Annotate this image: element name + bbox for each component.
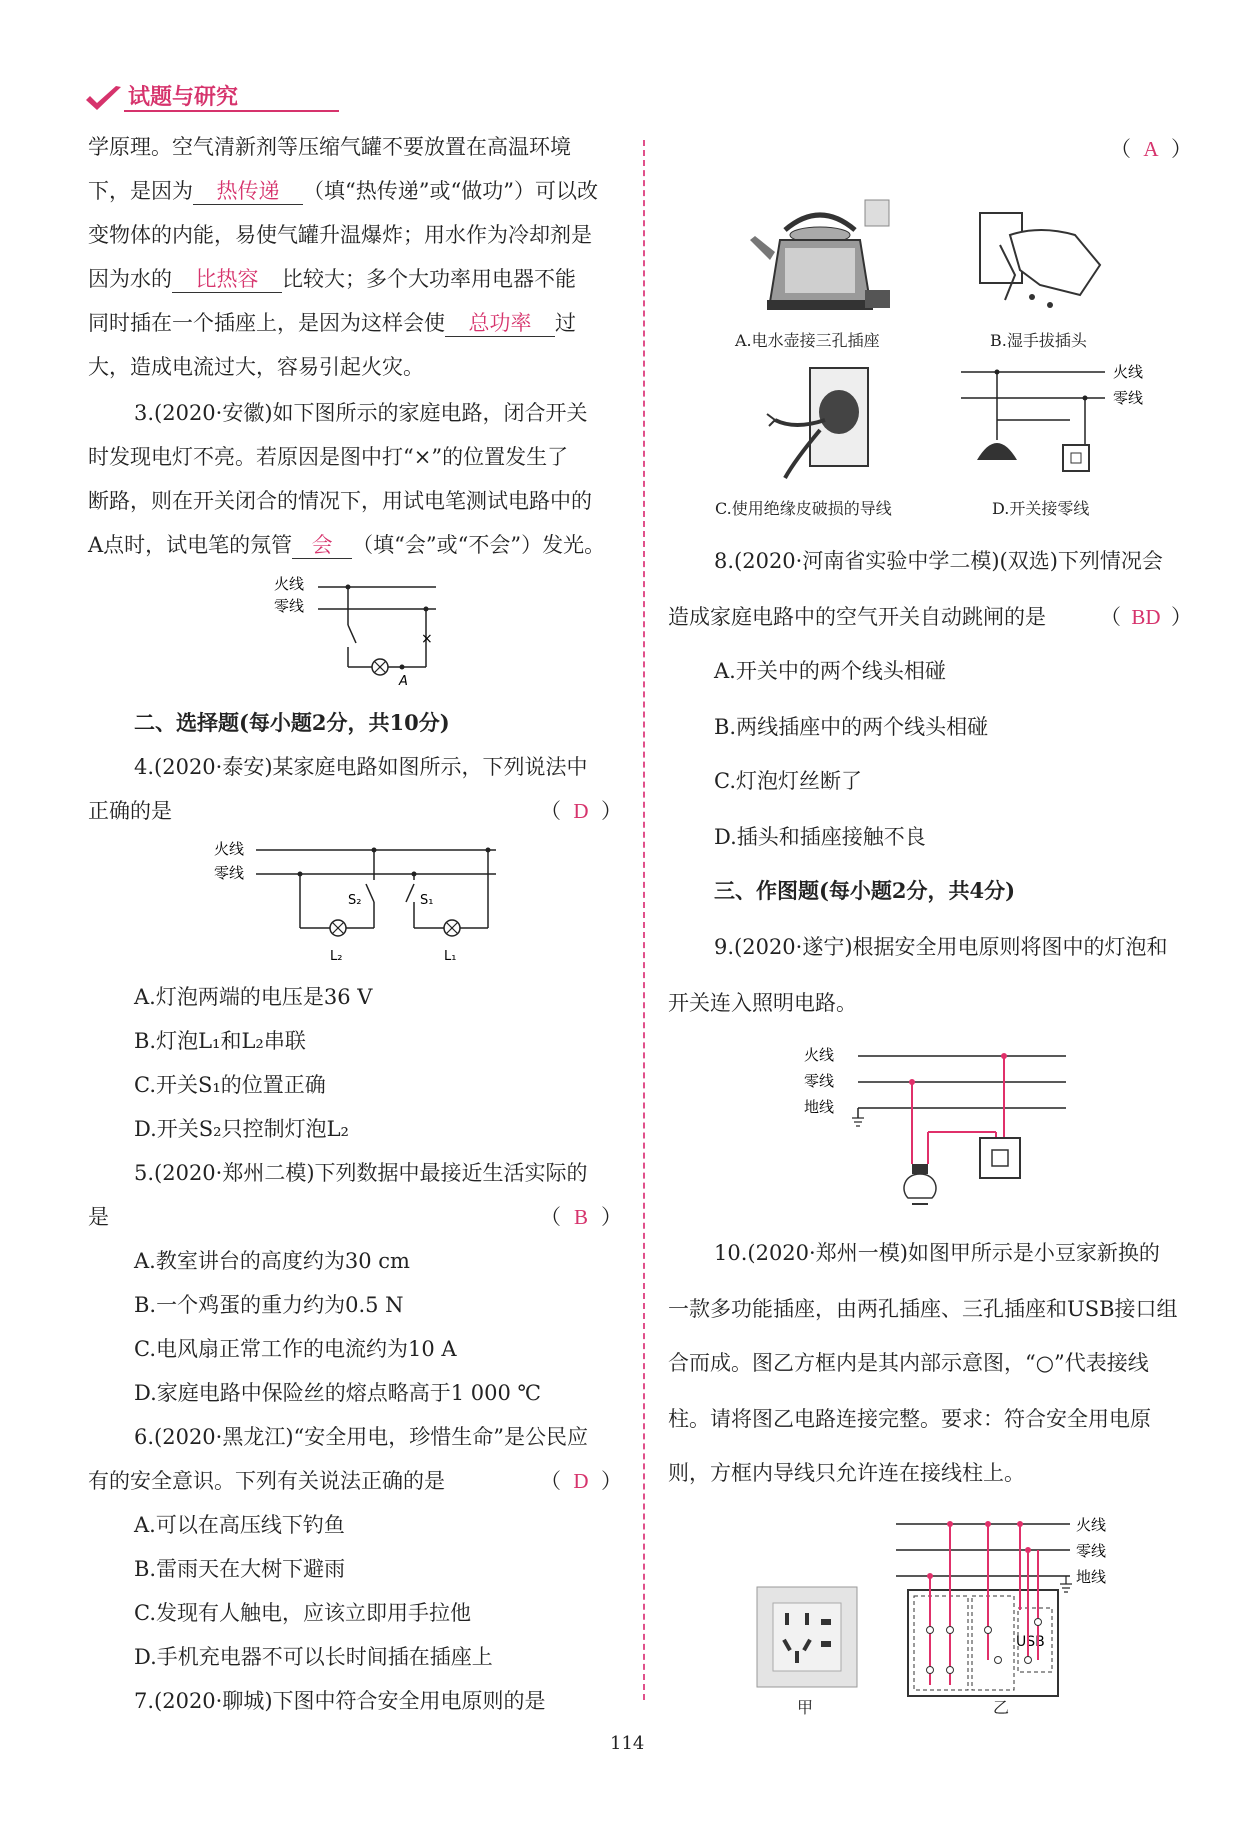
svg-text:火线: 火线 (1113, 363, 1144, 381)
text-line: 柱。请将图乙电路连接完整。要求：符合安全用电原 (668, 1407, 1151, 1431)
column-divider (643, 140, 645, 1700)
text-line: A点时，试电笔的氖管 会 （填“会”或“不会”）发光。 (88, 533, 606, 557)
figure-caption: A.电水壶接三孔插座 (735, 331, 880, 350)
answer-paren: （ D ） (540, 1469, 622, 1493)
option: A.教室讲台的高度约为30 cm (134, 1249, 410, 1273)
text-line: 下，是因为 热传递 （填“热传递”或“做功”）可以改 (88, 179, 598, 203)
option: A.灯泡两端的电压是36 V (134, 985, 373, 1009)
answer-blank: 比热容 (172, 266, 282, 293)
q4-circuit-diagram (210, 838, 510, 968)
text-line: 合而成。图乙方框内是其内部示意图，“○”代表接线 (668, 1351, 1149, 1375)
svg-text:火线: 火线 (214, 840, 245, 858)
svg-text:零线: 零线 (1113, 389, 1144, 407)
option: D.开关S₂只控制灯泡L₂ (134, 1117, 349, 1141)
option: D.手机充电器不可以长时间插在插座上 (134, 1645, 493, 1669)
svg-text:S₁: S₁ (420, 893, 434, 908)
option: B.灯泡L₁和L₂串联 (134, 1029, 306, 1053)
text-line: 同时插在一个插座上，是因为这样会使 总功率 过 (88, 311, 576, 335)
answer-paren: （ BD ） (1100, 605, 1192, 629)
figure-label: 乙 (993, 1698, 1010, 1717)
svg-text:A: A (399, 674, 408, 689)
option: D.家庭电路中保险丝的熔点略高于1 000 ℃ (134, 1381, 542, 1405)
section-3-title: 三、作图题(每小题2分，共4分) (714, 878, 1016, 903)
svg-text:零线: 零线 (274, 597, 305, 615)
option: C.开关S₁的位置正确 (134, 1073, 326, 1097)
checkmark-icon (84, 84, 124, 114)
svg-text:火线: 火线 (1076, 1516, 1107, 1534)
damaged-wire-image (765, 360, 875, 485)
text-line: 一款多功能插座，由两孔插座、三孔插座和USB接口组 (668, 1297, 1178, 1321)
option: A.开关中的两个线头相碰 (714, 659, 946, 683)
question-9: 9.(2020·遂宁)根据安全用电原则将图中的灯泡和 (714, 935, 1168, 959)
question-8: 8.(2020·河南省实验中学二模)(双选)下列情况会 (714, 549, 1163, 573)
figure-caption: D.开关接零线 (992, 499, 1090, 518)
svg-text:L₂: L₂ (330, 949, 343, 964)
text-line: 是 (88, 1205, 109, 1229)
svg-text:L₁: L₁ (444, 949, 457, 964)
question-4: 4.(2020·泰安)某家庭电路如图所示，下列说法中 (134, 755, 588, 779)
q9-circuit-diagram (800, 1040, 1080, 1210)
svg-text:S₂: S₂ (348, 893, 362, 908)
text-line: 正确的是 (88, 799, 172, 823)
q10-socket-wiring-diagram (890, 1510, 1130, 1720)
svg-text:地线: 地线 (804, 1098, 835, 1116)
option: B.雷雨天在大树下避雨 (134, 1557, 346, 1581)
text-line: 有的安全意识。下列有关说法正确的是 (88, 1469, 445, 1493)
text-line: 大，造成电流过大，容易引起火灾。 (88, 355, 424, 379)
svg-text:零线: 零线 (804, 1072, 835, 1090)
svg-text:USB: USB (1016, 1634, 1045, 1650)
option: B.两线插座中的两个线头相碰 (714, 715, 989, 739)
option: C.电风扇正常工作的电流约为10 A (134, 1337, 457, 1361)
question-10: 10.(2020·郑州一模)如图甲所示是小豆家新换的 (714, 1241, 1160, 1265)
answer-blank: 热传递 (193, 178, 303, 205)
option: D.插头和插座接触不良 (714, 825, 926, 849)
answer-paren: （ B ） (540, 1205, 622, 1229)
svg-text:零线: 零线 (1076, 1542, 1107, 1560)
answer-blank: 总功率 (445, 310, 555, 337)
text-line: 时发现电灯不亮。若原因是图中打“×”的位置发生了 (88, 445, 569, 469)
question-6: 6.(2020·黑龙江)“安全用电，珍惜生命”是公民应 (134, 1425, 589, 1449)
text-line: 因为水的 比热容 比较大；多个大功率用电器不能 (88, 267, 576, 291)
option: C.灯泡灯丝断了 (714, 769, 862, 793)
header-title: 试题与研究 (128, 85, 239, 110)
svg-text:地线: 地线 (1076, 1568, 1107, 1586)
multi-socket-image (755, 1585, 860, 1690)
text-line: 断路，则在开关闭合的情况下，用试电笔测试电路中的 (88, 489, 592, 513)
svg-text:火线: 火线 (274, 575, 305, 593)
svg-text:火线: 火线 (804, 1046, 835, 1064)
option: B.一个鸡蛋的重力约为0.5 N (134, 1293, 404, 1317)
wet-hand-plug-image (970, 205, 1110, 315)
section-2-title: 二、选择题(每小题2分，共10分) (134, 710, 450, 735)
question-3: 3.(2020·安徽)如下图所示的家庭电路，闭合开关 (134, 401, 588, 425)
text-line: 学原理。空气清新剂等压缩气罐不要放置在高温环境 (88, 135, 571, 159)
figure-label: 甲 (797, 1698, 814, 1717)
kettle-image (745, 190, 895, 320)
q3-circuit-diagram (270, 575, 450, 690)
figure-caption: B.湿手拔插头 (990, 331, 1087, 350)
switch-on-neutral-diagram (955, 360, 1155, 485)
text-line: 变物体的内能，易使气罐升温爆炸；用水作为冷却剂是 (88, 223, 592, 247)
answer-paren: （ D ） (540, 799, 622, 823)
svg-text:×: × (421, 631, 433, 647)
option: A.可以在高压线下钓鱼 (134, 1513, 345, 1537)
text-line: 开关连入照明电路。 (668, 991, 857, 1015)
question-5: 5.(2020·郑州二模)下列数据中最接近生活实际的 (134, 1161, 588, 1185)
question-7: 7.(2020·聊城)下图中符合安全用电原则的是 (134, 1689, 546, 1713)
page-number: 114 (610, 1733, 645, 1754)
svg-text:零线: 零线 (214, 864, 245, 882)
figure-caption: C.使用绝缘皮破损的导线 (715, 499, 892, 518)
answer-paren: （ A ） (1110, 137, 1192, 161)
option: C.发现有人触电，应该立即用手拉他 (134, 1601, 471, 1625)
text-line: 造成家庭电路中的空气开关自动跳闸的是 (668, 605, 1046, 629)
answer-blank: 会 (292, 532, 352, 559)
text-line: 则，方框内导线只允许连在接线柱上。 (668, 1461, 1025, 1485)
